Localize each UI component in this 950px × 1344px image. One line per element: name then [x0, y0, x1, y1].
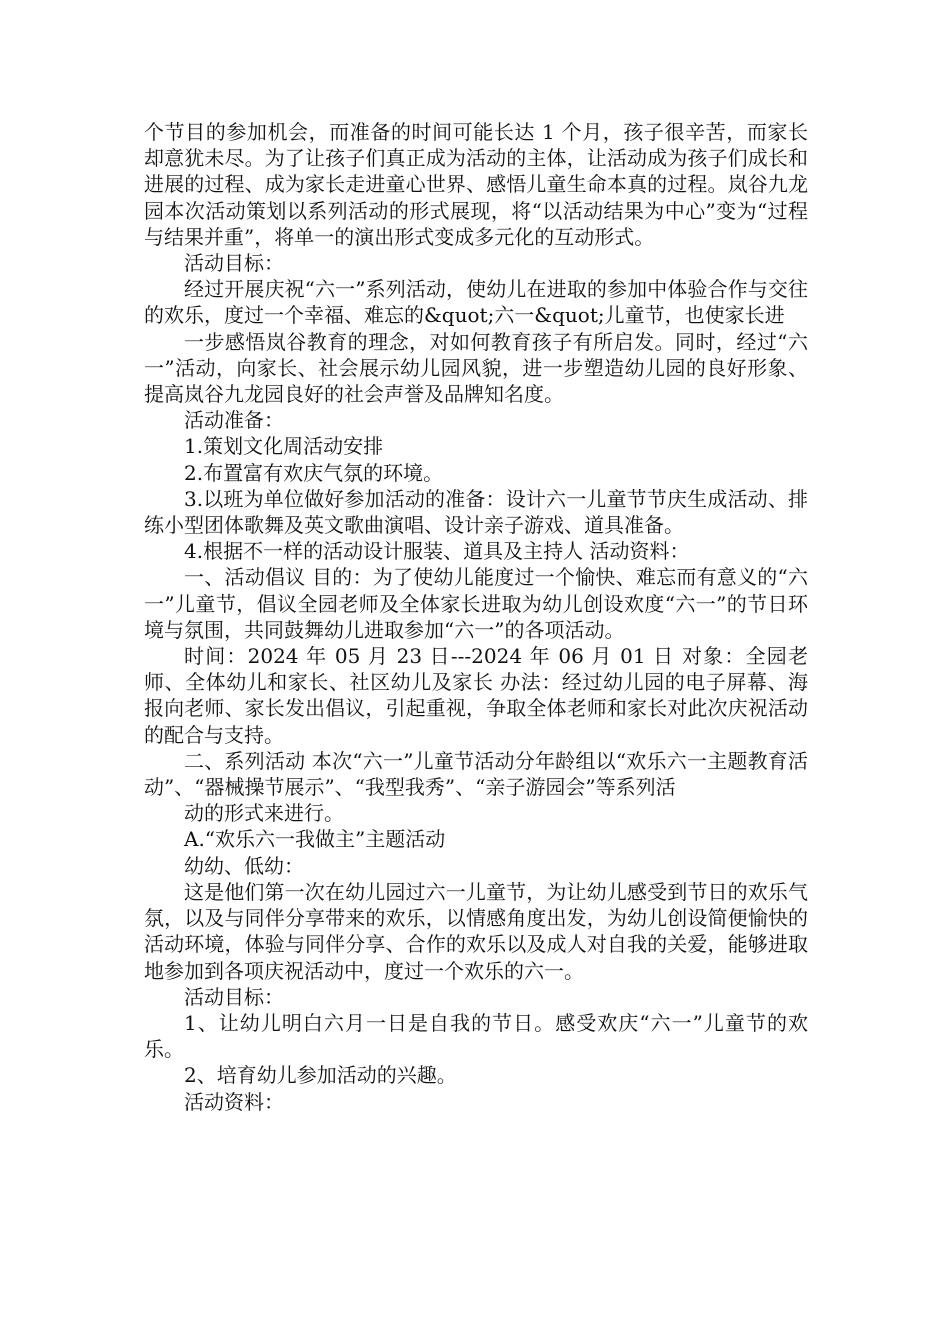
paragraph: 二、系列活动 本次“六一”儿童节活动分年龄组以“欢乐六一主题教育活动”、“器械操节展示”、“我型我秀”、“亲子游园会”等系列活 — [144, 748, 808, 800]
list-item: 1.策划文化周活动安排 — [184, 434, 384, 459]
list-item: 3.以班为单位做好参加活动的准备：设计六一儿童节节庆生成活动、排练小型团体歌舞及英文歌曲演唱、设计亲子游戏、道具准备。 — [144, 486, 808, 538]
list-item: 2、培育幼儿参加活动的兴趣。 — [184, 1063, 457, 1088]
document-page — [144, 119, 808, 1115]
section-heading: 活动目标： — [184, 984, 284, 1009]
section-heading: 活动资料： — [184, 1089, 284, 1114]
paragraph: 动的形式来进行。 — [184, 801, 344, 826]
section-heading: 幼幼、低幼： — [184, 853, 304, 878]
paragraph: 经过开展庆祝“六一”系列活动，使幼儿在进取的参加中体验合作与交往的欢乐，度过一个幸福、难忘的&quot;六一&quot;儿童节，也使家长进 — [144, 277, 808, 328]
list-item: 1、让幼儿明白六月一日是自我的节日。感受欢庆“六一”儿童节的欢乐。 — [144, 1010, 808, 1062]
list-item: 4.根据不一样的活动设计服装、道具及主持人 活动资料： — [184, 539, 690, 564]
paragraph: 时间：2024 年 05 月 23 日---2024 年 06 月 01 日 对象：全园老师、全体幼儿和家长、社区幼儿及家长 办法：经过幼儿园的电子屏幕、海报向老师、家长发出倡议，引起重视，争取全体老师和家长对此次庆祝活动的配合与支持。 — [144, 644, 808, 747]
section-heading: 活动准备： — [184, 408, 284, 433]
section-heading: 活动目标： — [184, 251, 284, 276]
paragraph: 一步感悟岚谷教育的理念，对如何教育孩子有所启发。同时，经过“六一”活动，向家长、社会展示幼儿园风貌，进一步塑造幼儿园的良好形象、提高岚谷九龙园良好的社会声誉及品牌知名度。 — [144, 329, 808, 407]
paragraph: 这是他们第一次在幼儿园过六一儿童节，为让幼儿感受到节日的欢乐气氛，以及与同伴分享带来的欢乐，以情感角度出发，为幼儿创设简便愉快的活动环境，体验与同伴分享、合作的欢乐以及成人对自我的关爱，能够进取地参加到各项庆祝活动中，度过一个欢乐的六一。 — [144, 879, 808, 983]
paragraph: 个节目的参加机会，而准备的时间可能长达 1 个月，孩子很辛苦，而家长却意犹未尽。为了让孩子们真正成为活动的主体，让活动成为孩子们成长和进展的过程、成为家长走进童心世界、感悟儿童生命本真的过程。岚谷九龙园本次活动策划以系列活动的形式展现，将“以活动结果为中心”变为“过程与结果并重”，将单一的演出形式变成多元化的互动形式。 — [144, 120, 808, 249]
paragraph: 一、活动倡议 目的：为了使幼儿能度过一个愉快、难忘而有意义的“六一”儿童节，倡议全园老师及全体家长进取为幼儿创设欢度“六一”的节日环境与氛围，共同鼓舞幼儿进取参加“六一”的各项活动。 — [144, 565, 808, 642]
list-item: 2.布置富有欢庆气氛的环境。 — [184, 460, 444, 485]
section-heading: A.“欢乐六一我做主”主题活动 — [184, 827, 446, 852]
